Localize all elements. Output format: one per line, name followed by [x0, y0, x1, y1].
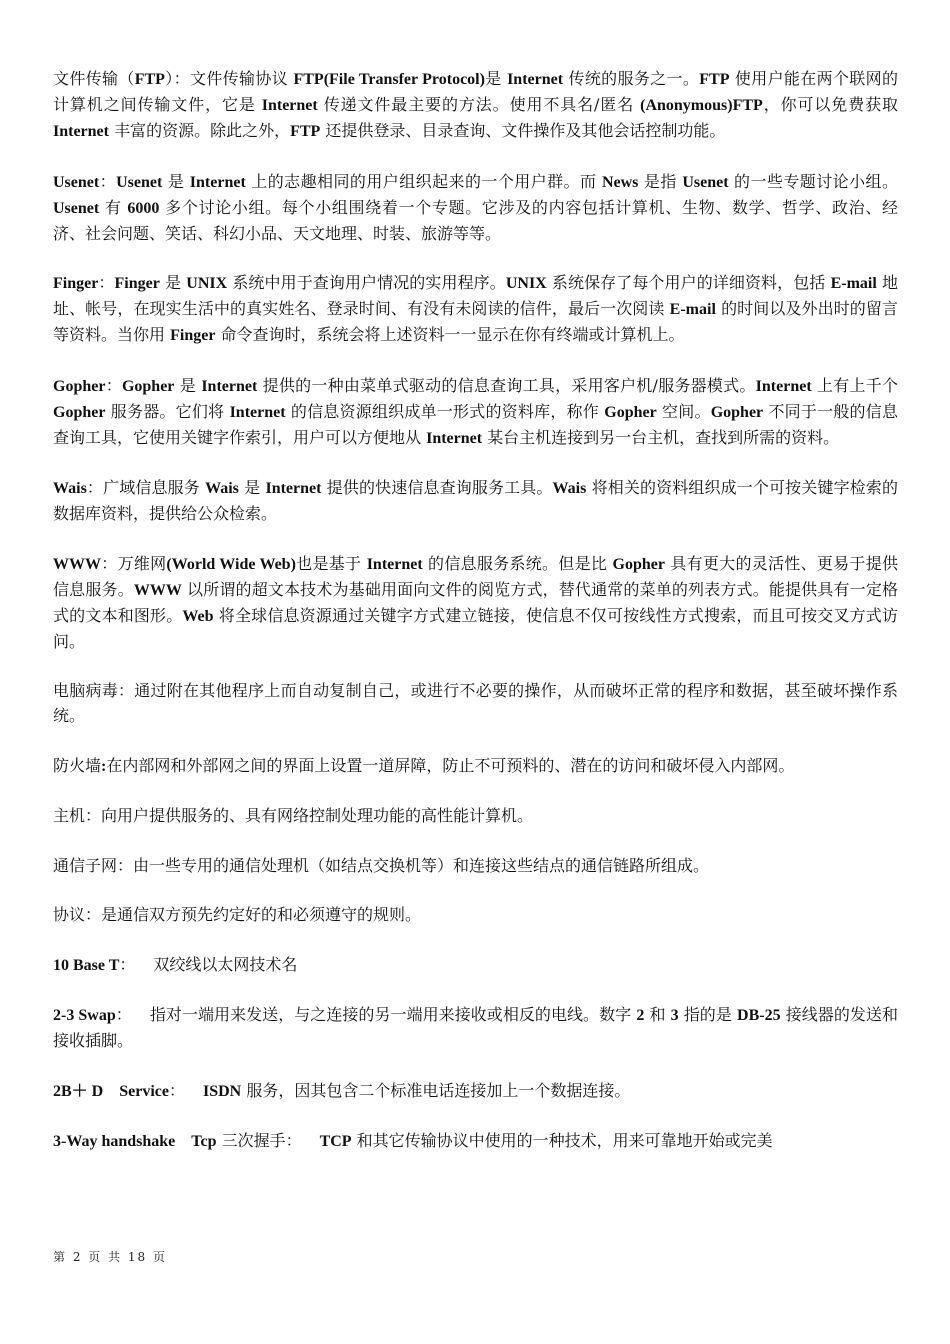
text-run: 是指 [638, 171, 683, 191]
text-run: ：广域信息服务 [86, 478, 206, 497]
paragraph-wais [53, 475, 898, 526]
bold-term: 2 [636, 1007, 645, 1024]
text-run: ）：文件传输协议 [164, 69, 294, 88]
text-run: 提供的快速信息查询服务工具。 [321, 478, 553, 497]
bold-term: Internet [507, 71, 564, 88]
bold-term: Gopher [604, 403, 657, 421]
text-run: 和 [644, 1005, 671, 1024]
text-run: ，你可以免费获取 [762, 95, 898, 114]
text-run: 传统的服务之一。 [563, 69, 700, 88]
paragraph-23swap [53, 1002, 898, 1053]
bold-term: Finger [53, 275, 99, 292]
text-run: 防火墙 [53, 755, 102, 775]
bold-term: TCP [319, 1133, 352, 1150]
text-run: 三次握手： [216, 1131, 302, 1150]
bold-term: Web [182, 607, 214, 625]
bold-term: Internet [201, 377, 258, 395]
bold-term: Gopher [121, 377, 175, 395]
bold-term: FTP [699, 71, 730, 88]
bold-term: News [601, 173, 639, 191]
paragraph-2bd [53, 1078, 898, 1104]
text-run: 多个讨论小组。每个小组围绕着一个专题。它涉及的内容包括计算机、生物、数学、哲学、政治、经济、社会问题、笑话、科幻小品、天文地理、时装、旅游等等。 [53, 197, 898, 243]
bold-term: Internet [261, 97, 318, 114]
text-run: 和其它传输协议中使用的一种技术，用来可靠地开始或完美 [351, 1131, 773, 1150]
bold-term: UNIX [505, 275, 547, 292]
text-run: ： [98, 273, 115, 292]
bold-term: 2B＋ D Service [53, 1082, 169, 1100]
paragraph-protocol [53, 902, 898, 927]
bold-term: FTP [134, 71, 165, 88]
paragraph-10baset [53, 952, 898, 978]
bold-term: Wais [53, 480, 87, 497]
text-run: ： [105, 375, 122, 395]
paragraph-host [53, 803, 898, 828]
text-run: 指对一端用来发送，与之连接的另一端用来接收或相反的电线。数字 [149, 1005, 637, 1024]
text-run: 上的志趣相同的用户组织起来的一个用户群。而 [245, 171, 602, 191]
text-run: 双绞线以太网技术名 [153, 954, 298, 974]
text-run: 不同于一般的信息查询工具，它使用关键字作索引，用户可以方便地从 [53, 401, 898, 447]
bold-term: ISDN [203, 1082, 242, 1100]
text-run: ： [99, 171, 117, 191]
text-run: 文件传输（ [53, 69, 135, 88]
bold-term: (Anonymous)FTP [640, 97, 763, 114]
paragraph-virus [53, 678, 898, 728]
document-body [53, 66, 898, 1179]
text-run: 将全球信息资源通过关键字方式建立链接，使信息不仅可按线性方式搜索，而且可按交叉方式访问。 [53, 605, 898, 651]
bold-term: DB-25 [737, 1007, 781, 1024]
bold-term: Gopher [53, 377, 106, 395]
text-run: 空间。 [656, 401, 711, 421]
bold-term: E-mail [669, 301, 716, 318]
bold-term: Gopher [710, 403, 764, 421]
bold-term: 3-Way handshake Tcp [53, 1133, 217, 1150]
text-run: 还提供登录、目录查询、文件操作及其他会话控制功能。 [320, 121, 726, 140]
text-run: ： [168, 1080, 185, 1100]
bold-term: Internet [189, 173, 246, 191]
bold-term: Internet [53, 123, 109, 140]
text-run: 的信息服务系统。但是比 [422, 553, 613, 573]
text-run: 是 [484, 69, 508, 88]
bold-term: Usenet [682, 173, 729, 191]
page-footer: 第 2 页 共 18 页 [53, 1250, 167, 1264]
text-run: 提供的一种由菜单式驱动的信息查询工具，采用客户机/服务器模式。 [257, 375, 756, 395]
bold-term: Internet [755, 377, 812, 395]
text-run: 地址、帐号，在现实生活中的真实姓名、登录时间、有没有未阅读的信件，最后一次阅读 [53, 273, 898, 318]
bold-term: 10 Base T [53, 956, 120, 974]
bold-term: Usenet [53, 199, 100, 217]
bold-term: Gopher [53, 403, 106, 421]
text-run: 传递文件最主要的方法。使用不具名/匿名 [317, 95, 641, 114]
text-run: 的信息资源组织成单一形式的资料库，称作 [285, 401, 605, 421]
text-run: 主机：向用户提供服务的、具有网络控制处理功能的高性能计算机。 [53, 806, 534, 825]
bold-term: UNIX [186, 275, 228, 292]
text-run: 系统中用于查询用户情况的实用程序。 [227, 273, 506, 292]
bold-term: WWW [133, 581, 182, 599]
paragraph-gopher [53, 373, 898, 451]
bold-term: Internet [229, 403, 286, 421]
text-run: 在内部网和外部网之间的界面上设置一道屏障，防止不可预料的、潜在的访问和破坏侵入内部网。 [106, 755, 795, 775]
bold-term: FTP [290, 123, 321, 140]
bold-term: Usenet [116, 173, 163, 191]
text-run: 服务器。它们将 [105, 401, 230, 421]
bold-term: Wais [205, 480, 239, 497]
text-run: 有 [99, 197, 128, 217]
text-run: 通信子网：由一些专用的通信处理机（如结点交换机等）和连接这些结点的通信链路所组成。 [53, 855, 710, 875]
text-run: 电脑病毒：通过附在其他程序上而自动复制自己，或进行不必要的操作，从而破坏正常的程序和数据，甚至破坏操作系统。 [53, 681, 898, 725]
text-run: 接线器的发送和接收插脚。 [53, 1005, 898, 1050]
bold-term: 6000 [127, 199, 160, 217]
text-run: 命令查询时，系统会将上述资料一一显示在你有终端或计算机上。 [215, 325, 685, 344]
bold-term: Finger [114, 275, 160, 292]
bold-term: Gopher [612, 555, 665, 573]
paragraph-finger [53, 270, 898, 348]
bold-term: : [101, 757, 107, 775]
text-run: 服务，因其包含二个标准电话连接加上一个数据连接。 [241, 1080, 631, 1100]
text-run: 是 [238, 478, 266, 497]
text-run: ： [119, 954, 136, 974]
text-run: 丰富的资源。除此之外， [108, 121, 291, 140]
text-run: 也是基于 [295, 553, 367, 573]
text-run: 具有更大的灵活性、更易于提供信息服务。 [53, 553, 898, 599]
text-run: 使用户能在两个联网的计算机之间传输文件，它是 [53, 69, 898, 114]
bold-term: Wais [552, 480, 587, 497]
paragraph-firewall [53, 753, 898, 779]
text-run: ：万维网 [101, 553, 167, 573]
text-run: 是 [174, 375, 202, 395]
text-run: 是 [162, 171, 190, 191]
paragraph-usenet [53, 169, 898, 246]
bold-term: Internet [366, 555, 423, 573]
paragraph-3way [53, 1128, 898, 1154]
text-run: 某台主机连接到另一台主机，查找到所需的资料。 [482, 427, 840, 447]
text-run: 系统保存了每个用户的详细资料，包括 [546, 273, 831, 292]
text-run: 指的是 [678, 1005, 738, 1024]
text-run: 的一些专题讨论小组。 [728, 171, 898, 191]
text-run: 是 [159, 273, 187, 292]
text-run: 的时间以及外出时的留言等资料。当你用 [53, 299, 898, 344]
bold-term: Usenet [53, 173, 100, 191]
text-run: 将相关的资料组织成一个可按关键字检索的数据库资料，提供给公众检索。 [53, 478, 898, 523]
bold-term: Internet [426, 429, 483, 447]
text-run: 上有上千个 [811, 375, 898, 395]
text-run: 以所谓的超文本技术为基础用面向文件的阅览方式，替代通常的菜单的列表方式。能提供具有一定格式的文本和图形。 [53, 579, 898, 625]
bold-term: FTP(File Transfer Protocol) [293, 71, 485, 88]
bold-term: WWW [53, 555, 101, 573]
bold-term: (World Wide Web) [166, 555, 296, 573]
bold-term: 3 [670, 1007, 679, 1024]
text-run: ： [115, 1005, 132, 1024]
text-run: 协议：是通信双方预先约定好的和必须遵守的规则。 [53, 905, 422, 924]
bold-term: Internet [265, 480, 322, 497]
paragraph-subnet [53, 853, 898, 878]
paragraph-ftp [53, 66, 898, 144]
paragraph-www [53, 551, 898, 654]
bold-term: E-mail [830, 275, 877, 292]
bold-term: Finger [170, 327, 216, 344]
bold-term: 2-3 Swap [53, 1007, 116, 1024]
